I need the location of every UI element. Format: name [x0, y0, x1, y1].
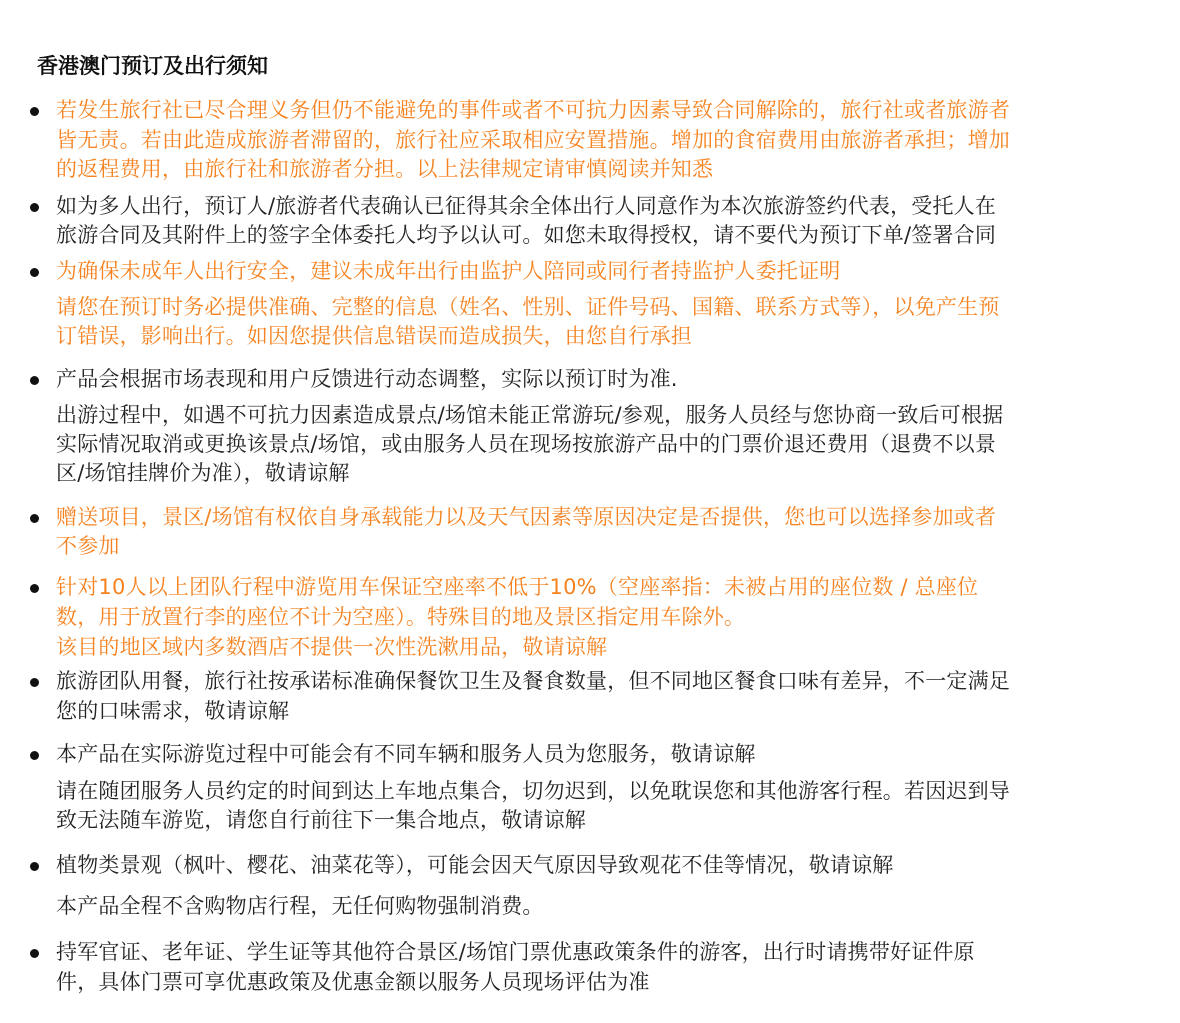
bullet-dot	[30, 268, 39, 277]
notice-line: 旅游合同及其附件上的签字全体委托人均予以认可。如您未取得授权，请不要代为预订下单/签署合同	[56, 223, 997, 247]
bullet-dot	[30, 949, 39, 958]
notice-line: 针对10人以上团队行程中游览用车保证空座率不低于10%（空座率指：未被占用的座位数 / 总座位	[56, 575, 979, 599]
notice-line: 赠送项目，景区/场馆有权依自身承载能力以及天气因素等原因决定是否提供，您也可以选择参加或者	[56, 505, 997, 529]
notice-line: 旅游团队用餐，旅行社按承诺标准确保餐饮卫生及餐食数量，但不同地区餐食口味有差异，不一定满足	[56, 669, 1010, 693]
notice-line: 区/场馆挂牌价为准），敬请谅解	[56, 461, 350, 485]
notice-line: 持军官证、老年证、学生证等其他符合景区/场馆门票优惠政策条件的游客，出行时请携带好证件原	[56, 940, 975, 964]
notice-line: 您的口味需求，敬请谅解	[56, 699, 290, 723]
bullet-dot	[30, 678, 39, 687]
notice-line: 若发生旅行社已尽合理义务但仍不能避免的事件或者不可抗力因素导致合同解除的，旅行社或者旅游者	[56, 98, 1010, 122]
notice-line: 数，用于放置行李的座位不计为空座）。特殊目的地及景区指定用车除外。	[56, 605, 746, 629]
notice-line: 实际情况取消或更换该景点/场馆，或由服务人员在现场按旅游产品中的门票价退还费用（退费不以景	[56, 432, 997, 456]
notice-line: 致无法随车游览，请您自行前往下一集合地点，敬请谅解	[56, 808, 586, 832]
bullet-dot	[30, 751, 39, 760]
notice-line: 皆无责。若由此造成旅游者滞留的，旅行社应采取相应安置措施。增加的食宿费用由旅游者承担；增加	[56, 128, 1010, 152]
notice-line: 请您在预订时务必提供准确、完整的信息（姓名、性别、证件号码、国籍、联系方式等），以免产生预	[56, 295, 1000, 319]
notice-line: 该目的地区域内多数酒店不提供一次性洗漱用品，敬请谅解	[56, 635, 608, 659]
notice-line: 的返程费用，由旅行社和旅游者分担。以上法律规定请审慎阅读并知悉	[56, 157, 714, 181]
notice-line: 请在随团服务人员约定的时间到达上车地点集合，切勿迟到，以免耽误您和其他游客行程。若因迟到导	[56, 779, 1010, 803]
notice-line: 本产品全程不含购物店行程，无任何购物强制消费。	[56, 894, 544, 918]
page-title: 香港澳门预订及出行须知	[37, 54, 268, 78]
notice-line: 订错误，影响出行。如因您提供信息错误而造成损失，由您自行承担	[56, 324, 692, 348]
notice-line: 本产品在实际游览过程中可能会有不同车辆和服务人员为您服务，敬请谅解	[56, 742, 756, 766]
bullet-dot	[30, 203, 39, 212]
notice-line: 件，具体门票可享优惠政策及优惠金额以服务人员现场评估为准	[56, 970, 650, 994]
notice-line: 不参加	[56, 534, 120, 558]
notice-line: 如为多人出行，预订人/旅游者代表确认已征得其余全体出行人同意作为本次旅游签约代表，受托人在	[56, 194, 997, 218]
notice-line: 产品会根据市场表现和用户反馈进行动态调整，实际以预订时为准.	[56, 367, 678, 391]
bullet-dot	[30, 376, 39, 385]
bullet-dot	[30, 514, 39, 523]
bullet-dot	[30, 862, 39, 871]
bullet-dot	[30, 107, 39, 116]
notice-line: 植物类景观（枫叶、樱花、油菜花等），可能会因天气原因导致观花不佳等情况，敬请谅解	[56, 853, 894, 877]
bullet-dot	[30, 584, 39, 593]
notice-line: 出游过程中，如遇不可抗力因素造成景点/场馆未能正常游玩/参观，服务人员经与您协商一致后可根据	[56, 403, 1004, 427]
notice-line: 为确保未成年人出行安全，建议未成年出行由监护人陪同或同行者持监护人委托证明	[56, 259, 841, 283]
